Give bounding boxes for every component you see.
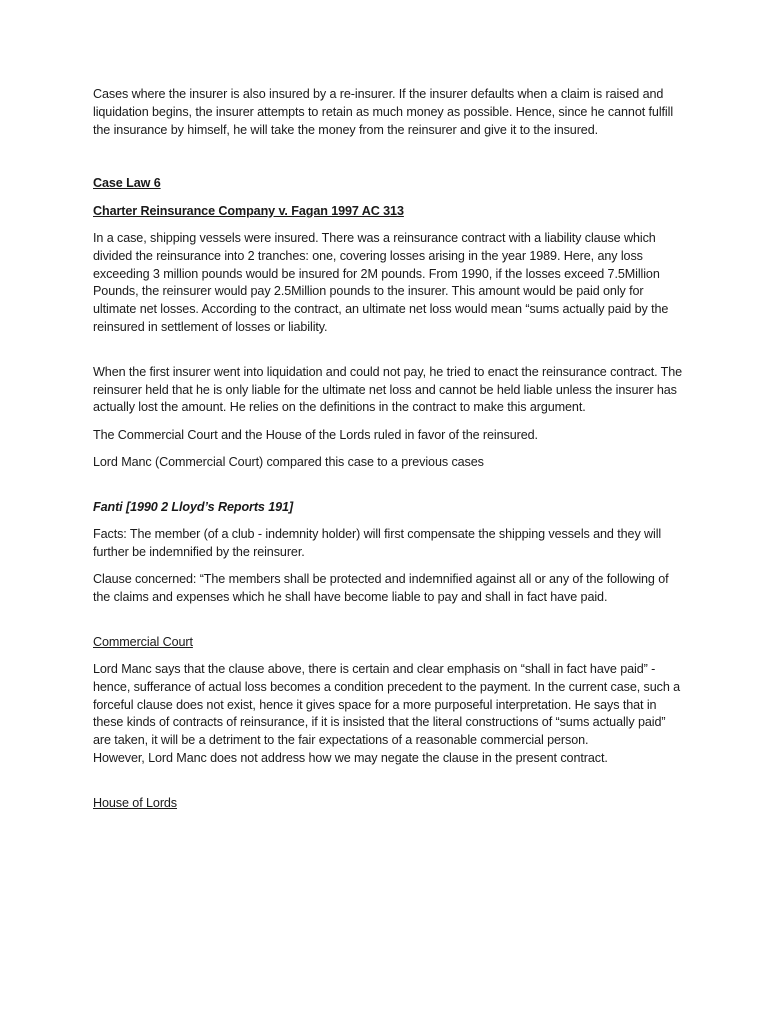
fanti-case-title: Fanti [1990 2 Lloyd’s Reports 191]: [93, 499, 294, 514]
liquidation-paragraph: When the first insurer went into liquidation and could not pay, he tried to enact the reinsurance contract. The reinsurer held that he is only liable for the ultimate net loss and cannot be held liable unless the insurer has actually lost the amount. He relies on the definitions in the contract to make this argument.: [93, 364, 683, 415]
commercial-court-heading: Commercial Court: [93, 634, 193, 649]
intro-paragraph: Cases where the insurer is also insured by a re-insurer. If the insurer defaults when a claim is raised and liquidation begins, the insurer attempts to retain as much money as possible. Hence, since he cannot fulfill the insurance by himself, he will take the money from the reinsurer and give it to the insured.: [93, 87, 674, 137]
case-title: Charter Reinsurance Company v. Fagan 1997 AC 313: [93, 203, 404, 218]
commercial-court-paragraph-2: However, Lord Manc does not address how we may negate the clause in the present contract.: [93, 751, 608, 766]
fanti-clause-paragraph: Clause concerned: “The members shall be protected and indemnified against all or any of the following of the claims and expenses which he shall have become liable to pay and shall in fact have paid.: [93, 572, 669, 604]
compare-paragraph: Lord Manc (Commercial Court) compared this case to a previous cases: [93, 454, 484, 469]
house-of-lords-heading: House of Lords: [93, 795, 178, 810]
commercial-court-paragraph: Lord Manc says that the clause above, there is certain and clear emphasis on “shall in fact have paid” - hence, sufferance of actual loss becomes a condition precedent to the payment. In the current case, such a forceful clause does not exist, hence it gives space for a more purposeful interpretation. He says that in these kinds of contracts of reinsurance, if it is insisted that the literal constructions of “sums actually paid” are taken, it will be a detriment to the fair expectations of a reasonable commercial person.: [93, 662, 681, 748]
facts-paragraph: In a case, shipping vessels were insured. There was a reinsurance contract with a liability clause which divided the reinsurance into 2 tranches: one, covering losses arising in the year 1989. Here, any loss exceeding 3 million pounds would be insured for 2M pounds. From 1990, if the losses exceed 7.5Million Pounds, the reinsurer would pay 2.5Million pounds to the insurer. This amount would be paid only for ultimate net losses. According to the contract, an ultimate net loss would mean “sums actually paid by the reinsured in settlement of losses or liability.: [93, 230, 669, 334]
fanti-facts-paragraph: Facts: The member (of a club - indemnity holder) will first compensate the shipping vessels and they will further be indemnified by the reinsurer.: [93, 527, 662, 559]
document-page: [93, 86, 683, 822]
case-law-heading: Case Law 6: [93, 176, 161, 191]
ruling-paragraph: The Commercial Court and the House of the Lords ruled in favor of the reinsured.: [93, 427, 538, 442]
